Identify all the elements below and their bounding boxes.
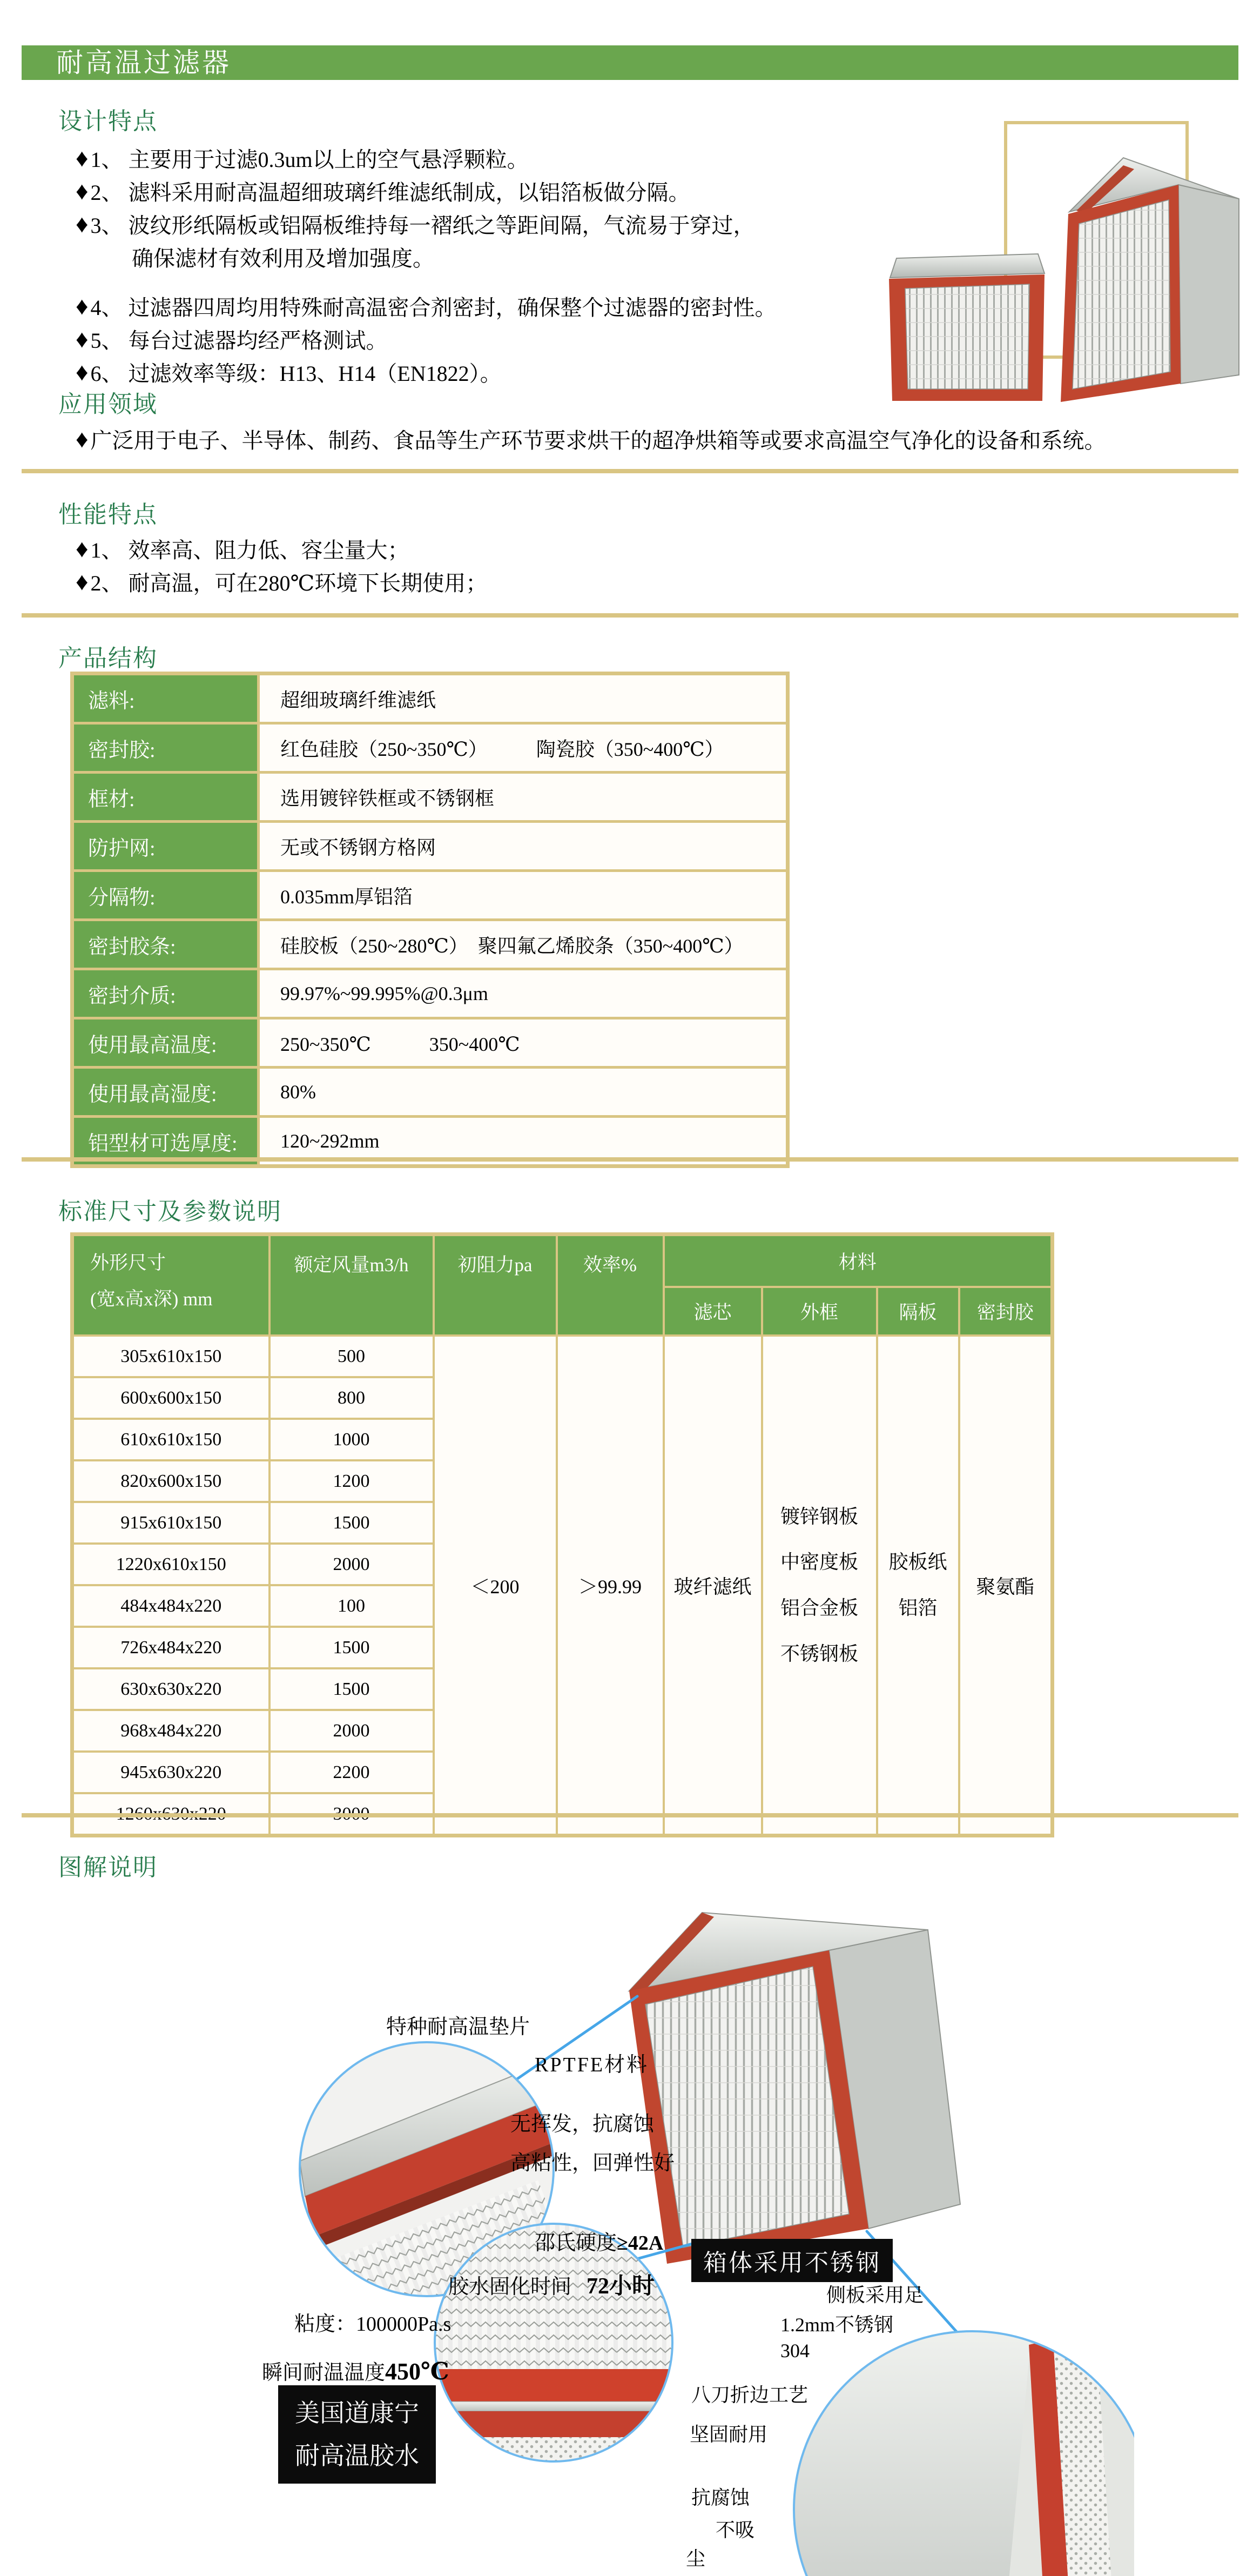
col-header-size-line1: 外形尺寸 [90,1252,166,1273]
label-side-panel-2: 1.2mm不锈钢 [780,2314,894,2336]
diamond-bullet-icon: ♦ [76,358,89,386]
divider [22,613,1238,618]
separator-option: 铝箔 [898,1597,938,1619]
row-value: 超细玻璃纤维滤纸 [259,674,788,723]
col-header-size-line2: (宽x高x深) mm [90,1289,213,1310]
row-value: 0.035mm厚铝箔 [259,871,788,920]
bullet-number: 4、 [90,296,123,320]
row-value: 250~350℃ 350~400℃ [259,1018,788,1068]
table-row [72,920,788,969]
cell-flow: 2000 [269,1710,434,1752]
table-row [72,871,788,920]
cell-flow: 800 [269,1377,434,1419]
design-feature-list [76,142,776,388]
frame-option: 铝合金板 [780,1597,858,1619]
table-row [72,1068,788,1117]
bullet-text: 确保滤材有效利用及增加强度。 [132,246,434,271]
cell-size: 600x600x150 [72,1377,269,1419]
label-side-panel-1: 侧板采用足 [826,2284,924,2306]
col-header-frame: 外框 [762,1287,877,1336]
row-value: 120~292mm [259,1117,788,1166]
cell-size: 305x610x150 [72,1336,269,1377]
row-label: 使用最高温度: [72,1018,259,1068]
row-value: 硅胶板（250~280℃） 聚四氟乙烯胶条（350~400℃） [259,920,788,969]
label-anti-3: 尘 [686,2548,706,2570]
cell-flow: 100 [269,1585,434,1627]
label-instant-value: 450℃ [385,2358,449,2385]
col-header-separator: 隔板 [877,1287,959,1336]
cell-flow: 2000 [269,1544,434,1585]
label-cure-text: 胶水固化时间 [448,2276,572,2298]
row-label: 滤料: [72,674,259,723]
label-hardness-text: 邵氏硬度 [535,2232,617,2255]
row-label: 防护网: [72,822,259,871]
row-value: 99.97%~99.995%@0.3μm [259,969,788,1018]
divider [22,1813,1238,1817]
label-dow-line1: 美国道康宁 [295,2399,419,2427]
bullet-text: 效率高、阻力低、容尘量大； [128,538,409,562]
section-title-application: 应用领域 [58,391,158,418]
label-dow-line2: 耐高温胶水 [295,2442,419,2470]
table-row [72,674,788,723]
col-header-resistance: 初阻力pa [434,1235,557,1336]
list-item [76,175,776,207]
row-label: 密封介质: [72,969,259,1018]
label-cure-time [448,2268,655,2300]
frame-option: 不锈钢板 [780,1642,858,1665]
cell-flow: 1500 [269,1502,434,1544]
list-item [76,565,487,598]
table-header-row [72,1235,1053,1287]
list-item [76,323,776,355]
diamond-bullet-icon: ♦ [76,210,89,238]
cell-flow: 1500 [269,1627,434,1668]
bullet-text: 过滤器四周均用特殊耐高温密合剂密封，确保整个过滤器的密封性。 [128,296,777,320]
row-value: 80% [259,1068,788,1117]
row-label: 密封胶: [72,723,259,773]
bullet-number: 3、 [90,213,123,238]
label-gasket: 特种耐高温垫片 [386,2016,530,2038]
bullet-number: 1、 [90,147,123,172]
main-filter-photo [629,1913,960,2264]
bullet-text: 滤料采用耐高温超细玻璃纤维滤纸制成，以铝箔板做分隔。 [128,180,690,205]
product-photo [864,119,1253,411]
cell-size: 1220x610x150 [72,1544,269,1585]
row-label: 密封胶条: [72,920,259,969]
table-row [72,723,788,773]
label-cure-value: 72小时 [587,2274,655,2299]
col-header-efficiency: 效率% [557,1235,664,1336]
table-row [72,1018,788,1068]
cell-size: 726x484x220 [72,1627,269,1668]
cell-separator [877,1336,959,1836]
label-instant-temp [262,2356,449,2385]
table-row [72,969,788,1018]
cell-flow: 2200 [269,1752,434,1793]
label-anti-2: 不吸 [716,2519,755,2541]
bullet-text: 波纹形纸隔板或铝隔板维持每一褶纸之等距间隔，气流易于穿过， [128,213,755,238]
detail-circle-casing [794,2331,1134,2576]
bullet-text: 广泛用于电子、半导体、制药、食品等生产环节要求烘干的超净烘箱等或要求高温空气净化的设备和系统。 [90,428,1106,453]
cell-size: 945x630x220 [72,1752,269,1793]
list-item [76,142,776,175]
diamond-bullet-icon: ♦ [76,292,89,320]
diamond-bullet-icon: ♦ [76,534,89,562]
cell-size: 610x610x150 [72,1419,269,1460]
cell-efficiency: ＞99.99 [557,1336,664,1836]
label-fold-2: 坚固耐用 [690,2424,768,2445]
row-value: 红色硅胶（250~350℃） 陶瓷胶（350~400℃） [259,723,788,773]
bullet-text: 主要用于过滤0.3um以上的空气悬浮颗粒。 [128,147,529,172]
bullet-text: 耐高温，可在280℃环境下长期使用； [128,571,488,595]
bullet-text: 每台过滤器均经严格测试。 [128,328,388,353]
label-novolatile: 无挥发，抗腐蚀 [510,2113,655,2136]
label-casing-box: 箱体采用不锈钢 [691,2239,893,2282]
diamond-bullet-icon: ♦ [76,567,89,595]
cell-frame [762,1336,877,1836]
cell-size: 968x484x220 [72,1710,269,1752]
section-title-structure: 产品结构 [58,645,158,672]
label-fold-1: 八刀折边工艺 [691,2384,808,2406]
diamond-bullet-icon: ♦ [76,425,89,453]
section-title-performance: 性能特点 [58,501,158,528]
page-header [22,45,1238,80]
cell-flow: 1500 [269,1668,434,1710]
frame-option: 镀锌钢板 [780,1505,858,1527]
row-label: 框材: [72,773,259,822]
diamond-bullet-icon: ♦ [76,177,89,205]
row-label: 使用最高湿度: [72,1068,259,1117]
row-label: 分隔物: [72,871,259,920]
row-value: 无或不锈钢方格网 [259,822,788,871]
row-label: 铝型材可选厚度: [72,1117,259,1166]
label-dow-corning-box [278,2385,436,2484]
frame-option: 中密度板 [780,1551,858,1573]
bullet-number: 2、 [90,571,123,595]
label-viscosity: 粘度：100000Pa.s [294,2313,452,2336]
divider [22,469,1238,473]
col-header-flow: 额定风量m3/h [269,1235,434,1336]
separator-option: 胶板纸 [888,1551,947,1573]
cell-size: 820x600x150 [72,1460,269,1502]
row-value: 选用镀锌铁框或不锈钢框 [259,773,788,822]
label-hardness-value: ≥42A [617,2232,664,2255]
section-title-diagram: 图解说明 [58,1854,158,1881]
bullet-number: 1、 [90,538,123,562]
diamond-bullet-icon: ♦ [76,144,89,172]
product-structure-table [70,672,790,1168]
diamond-bullet-icon: ♦ [76,325,89,353]
bullet-number: 6、 [90,361,123,386]
cell-flow: 1200 [269,1460,434,1502]
cell-resistance: ＜200 [434,1336,557,1836]
section-title-specs: 标准尺寸及参数说明 [58,1198,282,1225]
annotated-diagram [189,1880,1134,2576]
list-item-continuation [76,240,776,273]
cell-sealant: 聚氨酯 [959,1336,1053,1836]
bullet-number: 2、 [90,180,123,205]
application-list [76,422,1106,455]
cell-flow: 500 [269,1336,434,1377]
col-header-material: 材料 [664,1235,1053,1287]
label-hardness [535,2226,663,2256]
list-item [76,532,487,565]
list-item [76,355,776,388]
bullet-text: 过滤效率等级：H13、H14（EN1822）。 [128,361,502,386]
label-anti-1: 抗腐蚀 [691,2487,750,2508]
spec-table [70,1232,1054,1837]
table-row [72,1336,1053,1377]
cell-size: 915x610x150 [72,1502,269,1544]
table-row [72,822,788,871]
col-header-media: 滤芯 [664,1287,762,1336]
cell-size: 630x630x220 [72,1668,269,1710]
cell-size: 484x484x220 [72,1585,269,1627]
cell-flow: 1000 [269,1419,434,1460]
page-title: 耐高温过滤器 [56,48,231,78]
section-title-design: 设计特点 [58,108,158,135]
col-header-size [72,1235,269,1336]
bullet-number: 5、 [90,328,123,353]
cell-media: 玻纤滤纸 [664,1336,762,1836]
table-row [72,773,788,822]
col-header-sealant: 密封胶 [959,1287,1053,1336]
filter-left [889,254,1045,401]
label-instant-text: 瞬间耐温温度 [262,2362,386,2384]
divider [22,1157,1238,1162]
label-elastic: 高粘性，回弹性好 [510,2152,675,2175]
list-item [76,207,776,240]
list-item [76,290,776,323]
performance-list [76,532,487,598]
filter-right [1061,158,1239,402]
label-rptfe: RPTFE材料 [535,2054,649,2076]
label-side-panel-3: 304 [780,2340,810,2362]
list-item [76,422,1106,455]
